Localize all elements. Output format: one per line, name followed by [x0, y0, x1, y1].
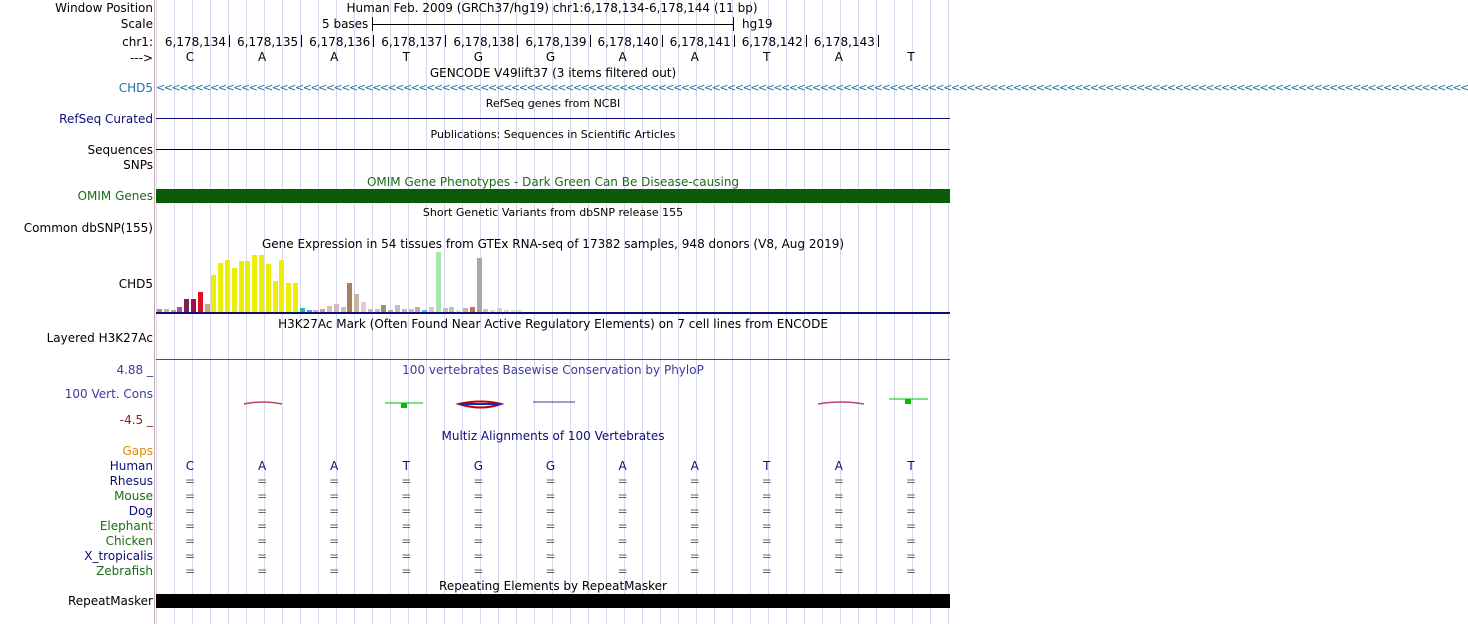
- omim-track-label[interactable]: OMIM Genes: [77, 189, 153, 203]
- alignment-base: C: [185, 459, 195, 473]
- alignment-match: =: [473, 504, 484, 518]
- alignment-match: =: [761, 504, 772, 518]
- ruler-tick: [517, 35, 518, 47]
- alignment-match: =: [617, 474, 628, 488]
- alignment-match: =: [689, 489, 700, 503]
- alignment-match: =: [761, 519, 772, 533]
- alignment-match: =: [545, 549, 556, 563]
- ruler-position-label: 6,178,138: [453, 35, 515, 49]
- alignment-match: =: [257, 474, 268, 488]
- alignment-match: =: [473, 564, 484, 578]
- alignment-match: =: [617, 564, 628, 578]
- species-label[interactable]: Zebrafish: [96, 564, 153, 578]
- alignment-match: =: [401, 519, 412, 533]
- alignment-match: =: [545, 504, 556, 518]
- omim-track-title: OMIM Gene Phenotypes - Dark Green Can Be Disease-causing: [366, 175, 740, 189]
- ruler-tick: [590, 35, 591, 47]
- refseq-track-label[interactable]: RefSeq Curated: [59, 112, 153, 126]
- alignment-match: =: [761, 474, 772, 488]
- species-label[interactable]: Dog: [128, 504, 153, 518]
- gtex-tissue-bar[interactable]: [245, 261, 250, 312]
- base-letter: A: [834, 50, 843, 64]
- h3k27ac-baseline: [156, 359, 950, 360]
- scale-label: Scale: [120, 17, 153, 31]
- gtex-tissue-bar[interactable]: [205, 304, 210, 312]
- gtex-gene-label[interactable]: CHD5: [118, 277, 153, 291]
- alignment-match: =: [329, 519, 340, 533]
- gtex-tissue-bar[interactable]: [477, 258, 482, 312]
- alignment-base: A: [330, 459, 339, 473]
- gtex-tissue-bar[interactable]: [436, 252, 441, 312]
- alignment-match: =: [257, 534, 268, 548]
- strand-label: --->: [129, 51, 153, 65]
- gtex-tissue-bar[interactable]: [334, 304, 339, 312]
- repeatmasker-track-title: Repeating Elements by RepeatMasker: [439, 579, 667, 593]
- alignment-match: =: [833, 519, 844, 533]
- ruler-position-label: 6,178,143: [813, 35, 875, 49]
- base-letter: G: [473, 50, 484, 64]
- species-label[interactable]: Human: [109, 459, 153, 473]
- alignment-match: =: [184, 504, 196, 518]
- alignment-match: =: [329, 549, 340, 563]
- alignment-match: =: [184, 489, 196, 503]
- repeatmasker-track-label[interactable]: RepeatMasker: [67, 594, 153, 608]
- alignment-match: =: [401, 504, 412, 518]
- snps-label[interactable]: SNPs: [123, 158, 153, 172]
- dbsnp-track-title: Short Genetic Variants from dbSNP release 155: [422, 206, 684, 219]
- alignment-match: =: [617, 549, 628, 563]
- scale-bar-label: 5 bases: [322, 17, 369, 31]
- alignment-match: =: [545, 534, 556, 548]
- gtex-tissue-bar[interactable]: [279, 260, 284, 312]
- alignment-match: =: [905, 534, 917, 548]
- refseq-track-title: RefSeq genes from NCBI: [485, 97, 621, 110]
- alignment-match: =: [257, 489, 268, 503]
- alignment-match: =: [401, 564, 412, 578]
- alignment-match: =: [617, 519, 628, 533]
- gtex-tissue-bar[interactable]: [259, 255, 264, 312]
- species-label[interactable]: Mouse: [114, 489, 153, 503]
- refseq-gene-line[interactable]: [156, 118, 950, 119]
- alignment-match: =: [617, 489, 628, 503]
- ruler-tick: [301, 35, 302, 47]
- alignment-match: =: [473, 534, 484, 548]
- publications-line[interactable]: [156, 149, 950, 150]
- ruler-position-label: 6,178,134: [164, 35, 226, 49]
- alignment-base: G: [473, 459, 484, 473]
- gtex-tissue-bar[interactable]: [225, 260, 230, 312]
- gtex-tissue-bar[interactable]: [347, 283, 352, 312]
- alignment-match: =: [545, 474, 556, 488]
- alignment-match: =: [184, 534, 196, 548]
- scale-bar-right-end: [733, 17, 734, 31]
- alignment-match: =: [761, 534, 772, 548]
- base-letter: G: [545, 50, 556, 64]
- alignment-match: =: [689, 534, 700, 548]
- base-letter: A: [257, 50, 267, 64]
- scale-bar: [372, 24, 733, 25]
- alignment-match: =: [761, 549, 772, 563]
- phylop-signal[interactable]: [156, 395, 950, 413]
- alignment-match: =: [617, 534, 628, 548]
- gtex-bar-chart[interactable]: [156, 252, 950, 312]
- alignment-match: =: [905, 519, 917, 533]
- base-letter: A: [330, 50, 339, 64]
- alignment-base: A: [690, 459, 699, 473]
- alignment-match: =: [329, 474, 340, 488]
- dbsnp-track-label[interactable]: Common dbSNP(155): [23, 221, 153, 235]
- alignment-match: =: [184, 519, 196, 533]
- gtex-tissue-bar[interactable]: [361, 302, 366, 312]
- species-label[interactable]: X_tropicalis: [84, 549, 153, 563]
- species-label[interactable]: Rhesus: [109, 474, 153, 488]
- alignment-match: =: [833, 504, 844, 518]
- alignment-match: =: [905, 504, 917, 518]
- base-letter: C: [185, 50, 195, 64]
- scale-bar-left-end: [372, 17, 373, 31]
- ruler-position-label: 6,178,140: [597, 35, 659, 49]
- gtex-tissue-bar[interactable]: [293, 283, 298, 312]
- alignment-match: =: [184, 474, 196, 488]
- alignment-match: =: [545, 564, 556, 578]
- window-position-label: Window Position: [55, 1, 153, 15]
- alignment-base: T: [907, 459, 915, 473]
- multiz-track-title: Multiz Alignments of 100 Vertebrates: [441, 429, 665, 443]
- repeatmasker-feature-bar[interactable]: [156, 594, 950, 608]
- alignment-match: =: [833, 474, 844, 488]
- ruler-tick: [734, 35, 735, 47]
- base-letter: T: [907, 50, 915, 64]
- ruler-tick: [445, 35, 446, 47]
- scale-db-label: hg19: [742, 17, 773, 31]
- alignment-match: =: [905, 564, 917, 578]
- gtex-baseline: [156, 312, 950, 314]
- alignment-match: =: [473, 519, 484, 533]
- gtex-tissue-bar[interactable]: [273, 281, 278, 312]
- gtex-tissue-bar[interactable]: [239, 261, 244, 312]
- alignment-match: =: [689, 519, 700, 533]
- alignment-match: =: [833, 489, 844, 503]
- alignment-match: =: [689, 504, 700, 518]
- alignment-match: =: [329, 504, 340, 518]
- gtex-tissue-bar[interactable]: [395, 305, 400, 312]
- publications-track-label[interactable]: Sequences: [87, 143, 153, 157]
- alignment-match: =: [401, 534, 412, 548]
- base-letter: T: [402, 50, 410, 64]
- alignment-match: =: [689, 549, 700, 563]
- ruler-position-label: 6,178,141: [669, 35, 731, 49]
- alignment-match: =: [473, 474, 484, 488]
- base-letter: A: [618, 50, 627, 64]
- alignment-match: =: [329, 489, 340, 503]
- h3k27ac-track-title: H3K27Ac Mark (Often Found Near Active Regulatory Elements) on 7 cell lines from ENCODE: [278, 317, 828, 331]
- alignment-match: =: [473, 489, 484, 503]
- ruler-tick: [373, 35, 374, 47]
- alignment-match: =: [905, 489, 917, 503]
- gencode-gene-track[interactable]: <<<<<<<<<<<<<<<<<<<<<<<<<<<<<<<<<<<<<<<<<<<<<<<<<<<<<<<<<<<<<<<<<<<<<<<<<<<<<<<<<<<<<<<<<<<<<<<<<<<<<<<<<<<<<<<<<<<<<<<<<<<<<<<<<<<<<<<<<<<<<<<<<<<<<<<<<<<<<<<<<<<<<<<<<<: [156, 81, 1468, 94]
- gaps-label[interactable]: Gaps: [122, 444, 153, 458]
- gtex-tissue-bar[interactable]: [266, 264, 271, 312]
- alignment-match: =: [545, 489, 556, 503]
- gtex-tissue-bar[interactable]: [354, 294, 359, 312]
- alignment-match: =: [617, 504, 628, 518]
- alignment-base: A: [834, 459, 843, 473]
- phylop-track-title: 100 vertebrates Basewise Conservation by PhyloP: [402, 363, 704, 377]
- alignment-base: A: [618, 459, 627, 473]
- ruler-position-label: 6,178,135: [237, 35, 299, 49]
- phylop-max-label: 4.88 _: [116, 363, 153, 377]
- ruler-tick: [878, 35, 879, 47]
- species-label[interactable]: Chicken: [105, 534, 153, 548]
- alignment-match: =: [401, 474, 412, 488]
- h3k27ac-track-label[interactable]: Layered H3K27Ac: [46, 331, 153, 345]
- alignment-match: =: [689, 474, 700, 488]
- alignment-match: =: [184, 549, 196, 563]
- phylop-min-label: -4.5 _: [119, 413, 153, 427]
- publications-track-title: Publications: Sequences in Scientific Articles: [430, 128, 676, 141]
- gtex-tissue-bar[interactable]: [211, 275, 216, 312]
- alignment-base: G: [545, 459, 556, 473]
- gtex-tissue-bar[interactable]: [191, 299, 196, 312]
- ruler-tick: [806, 35, 807, 47]
- alignment-match: =: [833, 549, 844, 563]
- alignment-match: =: [401, 489, 412, 503]
- gtex-tissue-bar[interactable]: [218, 263, 223, 312]
- label-divider: [154, 0, 155, 624]
- species-label[interactable]: Elephant: [99, 519, 153, 533]
- gtex-tissue-bar[interactable]: [252, 255, 257, 312]
- alignment-base: A: [257, 459, 267, 473]
- alignment-match: =: [833, 534, 844, 548]
- chrom-label: chr1:: [122, 35, 153, 49]
- ruler-position-label: 6,178,142: [741, 35, 803, 49]
- gencode-gene-label[interactable]: CHD5: [118, 81, 153, 95]
- base-letter: A: [690, 50, 699, 64]
- ruler-position-label: 6,178,139: [525, 35, 587, 49]
- alignment-match: =: [257, 564, 268, 578]
- base-letter: T: [763, 50, 771, 64]
- gencode-track-title: GENCODE V49lift37 (3 items filtered out): [429, 66, 677, 80]
- alignment-base: T: [402, 459, 410, 473]
- alignment-match: =: [761, 564, 772, 578]
- alignment-match: =: [257, 504, 268, 518]
- alignment-base: T: [763, 459, 771, 473]
- alignment-match: =: [905, 549, 917, 563]
- alignment-match: =: [329, 564, 340, 578]
- ruler-position-label: 6,178,136: [309, 35, 371, 49]
- gtex-tissue-bar[interactable]: [184, 299, 189, 312]
- alignment-match: =: [833, 564, 844, 578]
- alignment-match: =: [184, 564, 196, 578]
- ruler-position-label: 6,178,137: [381, 35, 443, 49]
- alignment-match: =: [329, 534, 340, 548]
- ruler-tick: [229, 35, 230, 47]
- alignment-match: =: [761, 489, 772, 503]
- gtex-tissue-bar[interactable]: [381, 305, 386, 312]
- gtex-track-title: Gene Expression in 54 tissues from GTEx RNA-seq of 17382 samples, 948 donors (V8, Aug 2019): [261, 237, 845, 251]
- alignment-match: =: [257, 549, 268, 563]
- gtex-tissue-bar[interactable]: [232, 268, 237, 312]
- alignment-match: =: [257, 519, 268, 533]
- alignment-match: =: [689, 564, 700, 578]
- omim-feature-bar[interactable]: [156, 189, 950, 203]
- alignment-match: =: [905, 474, 917, 488]
- phylop-track-label[interactable]: 100 Vert. Cons: [64, 387, 153, 401]
- alignment-match: =: [473, 549, 484, 563]
- gtex-tissue-bar[interactable]: [198, 292, 203, 312]
- assembly-position-text[interactable]: Human Feb. 2009 (GRCh37/hg19) chr1:6,178,134-6,178,144 (11 bp): [346, 1, 758, 15]
- alignment-match: =: [545, 519, 556, 533]
- gtex-tissue-bar[interactable]: [286, 283, 291, 312]
- ruler-tick: [662, 35, 663, 47]
- alignment-match: =: [401, 549, 412, 563]
